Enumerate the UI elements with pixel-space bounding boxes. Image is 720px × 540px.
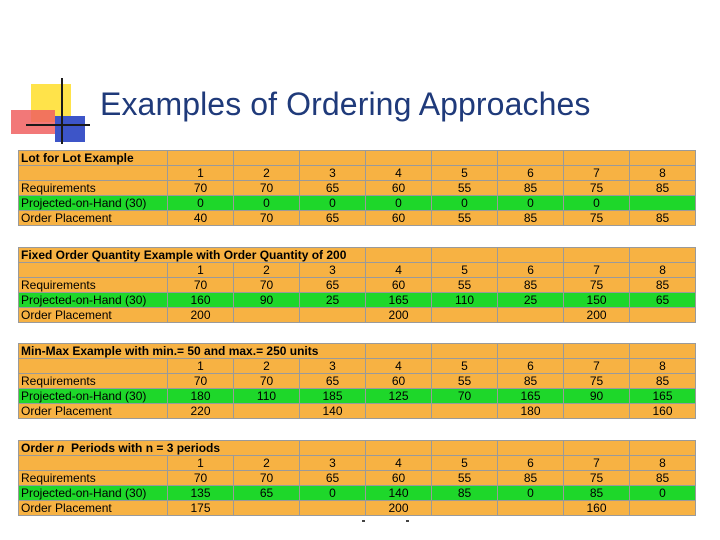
table-title-row	[19, 248, 696, 263]
value-cell: 60	[366, 211, 432, 226]
period-row	[19, 359, 696, 374]
period-cell: 8	[630, 263, 696, 278]
value-cell: 85	[498, 278, 564, 293]
tick-mark	[406, 520, 409, 522]
table-title-italic: n	[57, 441, 65, 455]
row-label: Order Placement	[19, 404, 168, 419]
table-title-row	[19, 441, 696, 456]
value-cell: 25	[300, 293, 366, 308]
requirements-row	[19, 471, 696, 486]
value-cell: 0	[300, 486, 366, 501]
value-cell: 200	[564, 308, 630, 323]
period-cell: 8	[630, 166, 696, 181]
value-cell: 85	[432, 486, 498, 501]
value-cell	[630, 308, 696, 323]
value-cell: 55	[432, 211, 498, 226]
value-cell	[234, 501, 300, 516]
value-cell: 65	[300, 471, 366, 486]
value-cell: 65	[630, 293, 696, 308]
cursor-tick-marks	[362, 520, 410, 522]
table-title-suffix: Periods with n = 3 periods	[64, 441, 221, 455]
value-cell: 70	[432, 389, 498, 404]
value-cell: 150	[564, 293, 630, 308]
period-cell: 1	[168, 263, 234, 278]
value-cell	[300, 308, 366, 323]
value-cell: 70	[234, 471, 300, 486]
value-cell: 85	[630, 374, 696, 389]
value-cell: 75	[564, 278, 630, 293]
period-cell: 7	[564, 263, 630, 278]
value-cell	[432, 501, 498, 516]
value-cell: 160	[564, 501, 630, 516]
value-cell	[234, 404, 300, 419]
row-label: Projected-on-Hand (30)	[19, 293, 168, 308]
placement-row	[19, 404, 696, 419]
value-cell: 55	[432, 374, 498, 389]
period-cell: 6	[498, 456, 564, 471]
value-cell: 60	[366, 471, 432, 486]
min-max-table	[18, 343, 696, 419]
value-cell: 25	[498, 293, 564, 308]
value-cell: 185	[300, 389, 366, 404]
period-cell: 7	[564, 456, 630, 471]
value-cell: 0	[630, 486, 696, 501]
row-label: Projected-on-Hand (30)	[19, 389, 168, 404]
value-cell: 85	[498, 181, 564, 196]
value-cell: 65	[300, 211, 366, 226]
period-cell: 5	[432, 263, 498, 278]
period-cell: 8	[630, 456, 696, 471]
row-label: Requirements	[19, 471, 168, 486]
value-cell: 65	[234, 486, 300, 501]
value-cell: 70	[168, 181, 234, 196]
row-label: Requirements	[19, 278, 168, 293]
table-title: Min-Max Example with min.= 50 and max.= 250 units	[19, 344, 366, 359]
fixed-order-quantity-table	[18, 247, 696, 323]
value-cell: 85	[498, 471, 564, 486]
value-cell: 165	[630, 389, 696, 404]
value-cell: 165	[366, 293, 432, 308]
period-cell: 2	[234, 263, 300, 278]
order-n-periods-table	[18, 440, 696, 516]
value-cell: 75	[564, 211, 630, 226]
value-cell: 75	[564, 374, 630, 389]
value-cell: 85	[630, 211, 696, 226]
value-cell	[564, 404, 630, 419]
value-cell: 75	[564, 181, 630, 196]
table-title	[19, 441, 300, 456]
logo-red-square	[11, 110, 55, 134]
period-cell: 2	[234, 359, 300, 374]
value-cell: 200	[168, 308, 234, 323]
value-cell	[366, 404, 432, 419]
value-cell: 110	[432, 293, 498, 308]
value-cell: 135	[168, 486, 234, 501]
period-cell: 3	[300, 359, 366, 374]
period-cell: 4	[366, 263, 432, 278]
requirements-row	[19, 278, 696, 293]
value-cell	[432, 308, 498, 323]
period-cell: 2	[234, 166, 300, 181]
period-cell: 7	[564, 166, 630, 181]
value-cell	[432, 404, 498, 419]
value-cell: 65	[300, 374, 366, 389]
value-cell: 0	[300, 196, 366, 211]
value-cell: 0	[564, 196, 630, 211]
projected-row	[19, 486, 696, 501]
table-title: Lot for Lot Example	[19, 151, 168, 166]
value-cell	[234, 308, 300, 323]
value-cell: 55	[432, 181, 498, 196]
table-title: Fixed Order Quantity Example with Order Quantity of 200	[19, 248, 366, 263]
value-cell: 200	[366, 308, 432, 323]
value-cell: 140	[366, 486, 432, 501]
period-cell: 4	[366, 456, 432, 471]
period-cell: 2	[234, 456, 300, 471]
requirements-row	[19, 374, 696, 389]
period-cell: 5	[432, 456, 498, 471]
value-cell: 180	[498, 404, 564, 419]
period-cell: 6	[498, 166, 564, 181]
projected-row	[19, 293, 696, 308]
row-label: Order Placement	[19, 308, 168, 323]
projected-row	[19, 196, 696, 211]
placement-row	[19, 501, 696, 516]
value-cell: 55	[432, 471, 498, 486]
period-cell: 1	[168, 456, 234, 471]
value-cell: 85	[630, 278, 696, 293]
value-cell: 180	[168, 389, 234, 404]
value-cell: 40	[168, 211, 234, 226]
value-cell: 90	[234, 293, 300, 308]
value-cell: 165	[498, 389, 564, 404]
period-cell: 7	[564, 359, 630, 374]
value-cell: 70	[234, 181, 300, 196]
value-cell: 65	[300, 278, 366, 293]
value-cell: 55	[432, 278, 498, 293]
logo-vertical-line	[61, 78, 63, 144]
value-cell	[630, 501, 696, 516]
value-cell: 60	[366, 181, 432, 196]
slide-title: Examples of Ordering Approaches	[100, 86, 591, 122]
row-label: Order Placement	[19, 211, 168, 226]
row-label: Order Placement	[19, 501, 168, 516]
requirements-row	[19, 181, 696, 196]
value-cell: 0	[498, 486, 564, 501]
value-cell: 0	[168, 196, 234, 211]
row-label: Requirements	[19, 374, 168, 389]
period-row	[19, 166, 696, 181]
period-cell: 8	[630, 359, 696, 374]
logo-horizontal-line	[26, 124, 90, 126]
value-cell: 75	[564, 471, 630, 486]
value-cell: 70	[168, 471, 234, 486]
placement-row	[19, 308, 696, 323]
value-cell: 60	[366, 278, 432, 293]
period-cell: 5	[432, 166, 498, 181]
value-cell: 70	[168, 374, 234, 389]
row-label: Projected-on-Hand (30)	[19, 196, 168, 211]
value-cell: 200	[366, 501, 432, 516]
value-cell	[300, 501, 366, 516]
value-cell: 220	[168, 404, 234, 419]
row-label: Requirements	[19, 181, 168, 196]
value-cell: 125	[366, 389, 432, 404]
period-cell: 6	[498, 263, 564, 278]
projected-row	[19, 389, 696, 404]
period-cell: 1	[168, 359, 234, 374]
value-cell: 70	[234, 374, 300, 389]
period-cell: 3	[300, 166, 366, 181]
logo-blue-square	[55, 116, 85, 142]
value-cell: 90	[564, 389, 630, 404]
value-cell: 85	[630, 471, 696, 486]
value-cell: 160	[168, 293, 234, 308]
period-cell: 5	[432, 359, 498, 374]
period-cell: 3	[300, 263, 366, 278]
table-title-row	[19, 151, 696, 166]
lot-for-lot-table	[18, 150, 696, 226]
placement-row	[19, 211, 696, 226]
period-cell: 6	[498, 359, 564, 374]
value-cell: 70	[234, 278, 300, 293]
value-cell: 65	[300, 181, 366, 196]
value-cell	[630, 196, 696, 211]
value-cell: 70	[168, 278, 234, 293]
value-cell: 70	[234, 211, 300, 226]
value-cell: 85	[564, 486, 630, 501]
table-title-row	[19, 344, 696, 359]
value-cell: 85	[498, 211, 564, 226]
period-row	[19, 456, 696, 471]
period-cell: 4	[366, 359, 432, 374]
table-title-prefix: Order	[21, 441, 58, 455]
value-cell: 0	[234, 196, 300, 211]
value-cell: 0	[498, 196, 564, 211]
value-cell: 0	[366, 196, 432, 211]
row-label: Projected-on-Hand (30)	[19, 486, 168, 501]
period-row	[19, 263, 696, 278]
value-cell: 110	[234, 389, 300, 404]
value-cell: 175	[168, 501, 234, 516]
value-cell: 85	[630, 181, 696, 196]
value-cell: 160	[630, 404, 696, 419]
value-cell: 85	[498, 374, 564, 389]
period-cell: 3	[300, 456, 366, 471]
tick-mark	[362, 520, 365, 522]
value-cell: 140	[300, 404, 366, 419]
value-cell	[498, 308, 564, 323]
value-cell: 0	[432, 196, 498, 211]
period-cell: 4	[366, 166, 432, 181]
period-cell: 1	[168, 166, 234, 181]
value-cell: 60	[366, 374, 432, 389]
value-cell	[498, 501, 564, 516]
